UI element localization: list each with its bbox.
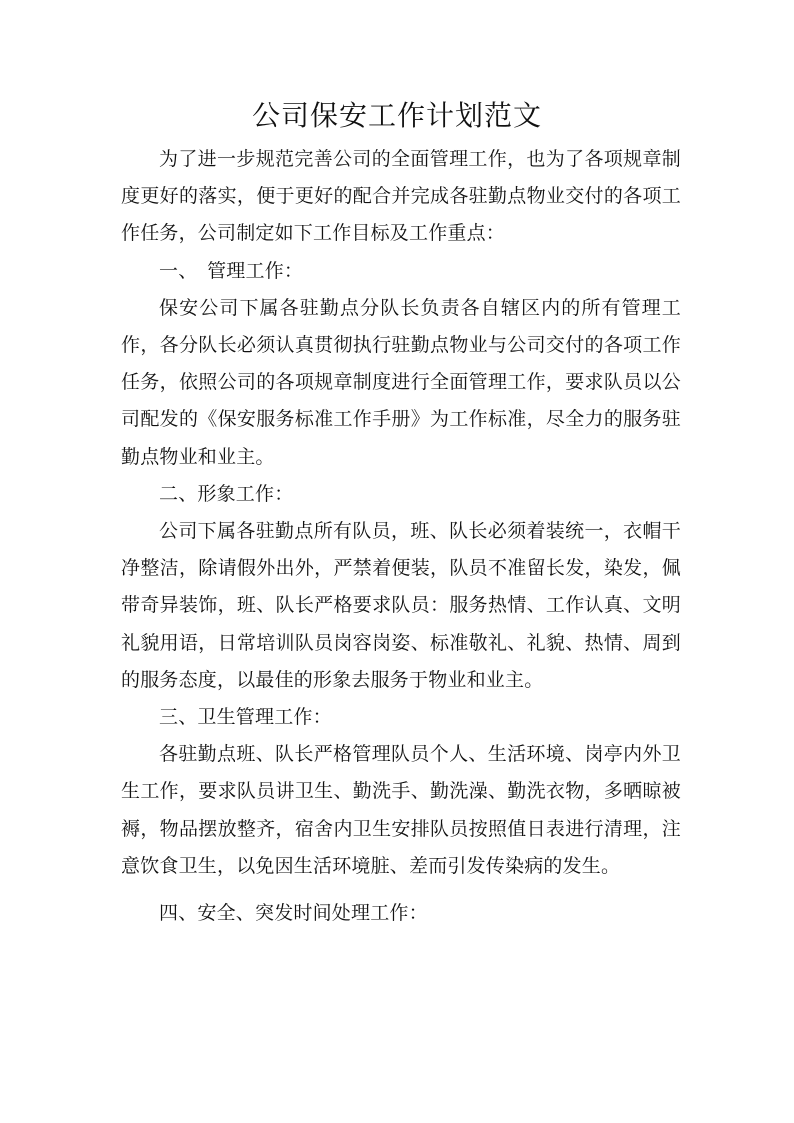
section-heading-hygiene: 三、卫生管理工作： <box>159 706 332 729</box>
document-title: 公司保安工作计划范文 <box>251 99 542 132</box>
management-paragraph: 保安公司下属各驻勤点分队长负责各自辖区内的所有管理工作，各分队长必须认真贯彻执行驻勤点物业与公司交付的各项工作任务，依照公司的各项规章制度进行全面管理工作，要求队员以公司配发的《保安服务标准工作手册》为工作标准，尽全力的服务驻勤点物业和业主。 <box>121 296 681 468</box>
paragraph-gap <box>121 885 681 895</box>
section-heading-image: 二、形象工作： <box>159 482 294 505</box>
hygiene-paragraph: 各驻勤点班、队长严格管理队员个人、生活环境、岗亭内外卫生工作，要求队员讲卫生、勤洗手、勤洗澡、勤洗衣物，多晒晾被褥，物品摆放整齐，宿舍内卫生安排队员按照值日表进行清理，注意饮食卫生，以免因生活环境脏、差而引发传染病的发生。 <box>121 743 681 877</box>
section-heading-management: 一、 管理工作： <box>159 259 304 282</box>
intro-paragraph: 为了进一步规范完善公司的全面管理工作，也为了各项规章制度更好的落实，便于更好的配合并完成各驻勤点物业交付的各项工作任务，公司制定如下工作目标及工作重点： <box>121 148 681 245</box>
section-heading-safety: 四、安全、突发时间处理工作： <box>159 902 428 925</box>
image-paragraph: 公司下属各驻勤点所有队员，班、队长必须着装统一，衣帽干净整洁，除请假外出外，严禁着便装，队员不准留长发，染发，佩带奇异装饰，班、队长严格要求队员：服务热情、工作认真、文明礼貌用语，日常培训队员岗容岗姿、标准敬礼、礼貌、热情、周到的服务态度，以最佳的形象去服务于物业和业主。 <box>121 520 681 691</box>
document-body <box>121 141 681 932</box>
